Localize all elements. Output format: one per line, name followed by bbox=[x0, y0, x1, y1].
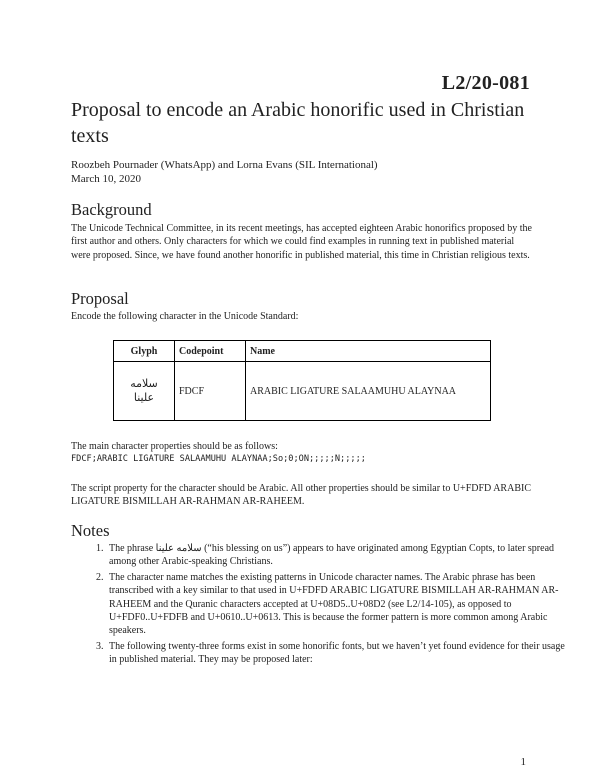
properties-line: FDCF;ARABIC LIGATURE SALAAMUHU ALAYNAA;So;0;ON;;;;;N;;;;; bbox=[71, 454, 366, 464]
notes-list bbox=[71, 542, 568, 669]
name-cell: ARABIC LIGATURE SALAAMUHU ALAYNAA bbox=[246, 362, 491, 421]
proposal-paragraph: Encode the following character in the Unicode Standard: bbox=[71, 311, 299, 322]
list-item: 2. The character name matches the existing patterns in Unicode character names. The Arabic phrase has been transcribed with a key similar to that used in U+FDFD ARABIC LIGATURE BISMILLAH AR-RAHMAN AR-RAHEEM and the Quranic characters accepted at U+08D5..U+08D2 (see L2/14-105), as opposed to U+FDF0..U+FDFB and U+0610..U+0613. This is because the former pattern is more common among Arabic speakers. bbox=[106, 571, 568, 638]
script-property-paragraph: The script property for the character should be Arabic. All other properties should be similar to U+FDFD ARABIC LIGATURE BISMILLAH AR-RAHMAN AR-RAHEEM. bbox=[71, 483, 531, 508]
byline bbox=[71, 158, 378, 186]
section-heading-background: Background bbox=[71, 200, 152, 219]
glyph-cell bbox=[114, 362, 175, 421]
header-name: Name bbox=[246, 341, 491, 362]
properties-block bbox=[71, 440, 366, 466]
list-item: 3. The following twenty-three forms exist in some honorific fonts, but we haven’t yet found evidence for their usage in published material. They may be proposed later: bbox=[106, 640, 568, 667]
character-table bbox=[113, 340, 491, 421]
section-heading-proposal: Proposal bbox=[71, 289, 129, 308]
section-heading-notes: Notes bbox=[71, 521, 110, 540]
header-glyph: Glyph bbox=[114, 341, 175, 362]
codepoint-cell: FDCF bbox=[175, 362, 246, 421]
background-paragraph: The Unicode Technical Committee, in its recent meetings, has accepted eighteen Arabic honorifics proposed by the first author and others. Only characters for which we could find examples in running text in published material were proposed. Since, we have found another honorific in published material, this time in Christian religious texts. bbox=[71, 223, 532, 261]
page-number: 1 bbox=[520, 756, 526, 768]
table-row bbox=[114, 362, 491, 421]
header-codepoint: Codepoint bbox=[175, 341, 246, 362]
properties-intro: The main character properties should be as follows: bbox=[71, 441, 278, 452]
page-title: Proposal to encode an Arabic honorific used in Christian texts bbox=[71, 99, 525, 147]
arabic-ligature-glyph: سلامه علينا bbox=[130, 377, 158, 404]
table-header-row bbox=[114, 341, 491, 362]
document-number: L2/20-081 bbox=[441, 72, 530, 94]
authors: Roozbeh Pournader (WhatsApp) and Lorna Evans (SIL International) bbox=[71, 159, 378, 171]
date: March 10, 2020 bbox=[71, 173, 141, 185]
list-item: 1. The phrase سلامه علينا (“his blessing on us”) appears to have originated among Egyptian Copts, to later spread among other Arabic-speaking Christians. bbox=[106, 542, 568, 569]
